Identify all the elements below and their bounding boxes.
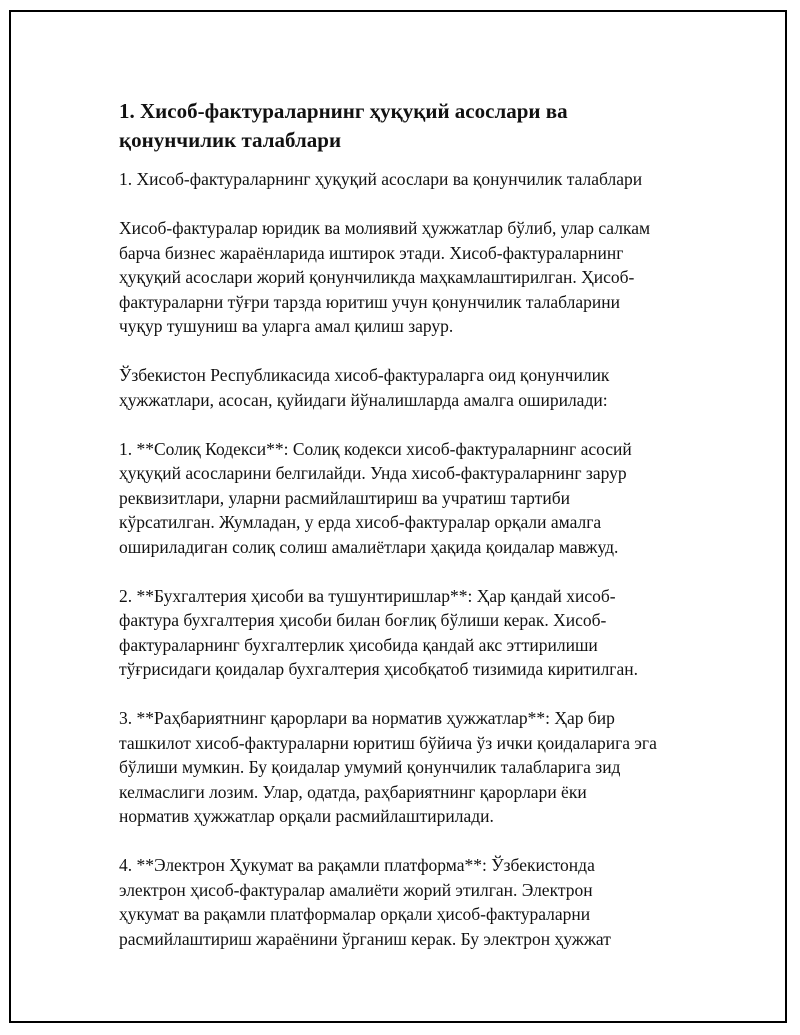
paragraph-line: фактураларни тўғри тарзда юритиш учун қонунчилик талабларини <box>119 291 620 312</box>
document-content <box>119 97 694 976</box>
list-item-management-decisions <box>119 706 694 829</box>
document-page <box>9 10 787 1023</box>
paragraph-line: электрон ҳисоб-фактуралар амалиёти жорий этилган. Электрон <box>119 879 593 900</box>
paragraph-line: ҳукумат ва рақамли платформалар орқали ҳисоб-фактураларни <box>119 904 591 924</box>
subtitle-paragraph <box>119 167 694 192</box>
paragraph-line: Хисоб-фактуралар юридик ва молиявий ҳужжатлар бўлиб, улар салкам <box>119 218 651 238</box>
paragraph-line: чуқур тушуниш ва уларга амал қилиш зарур. <box>119 316 454 336</box>
heading-line: қонунчилик талаблари <box>119 128 342 152</box>
paragraph-line: ҳужжатлари, асосан, қуйидаги йўналишларда амалга оширилади: <box>119 389 608 410</box>
list-item-e-government <box>119 853 694 951</box>
paragraph-line: 4. **Электрон Ҳукумат ва рақамли платформа**: Ўзбекистонда <box>119 855 595 875</box>
paragraph-line: фактураларнинг бухгалтерлик ҳисобида қандай акс эттирилиши <box>119 634 598 655</box>
paragraph-line: барча бизнес жараёнларида иштирок этади. Хисоб-фактураларнинг <box>119 242 624 263</box>
paragraph-line: норматив ҳужжатлар орқали расмийлаштирилади. <box>119 806 494 826</box>
paragraph-line: 2. **Бухгалтерия ҳисоби ва тушунтиришлар**: Ҳар қандай хисоб- <box>119 585 616 606</box>
section-heading <box>119 97 694 155</box>
list-item-accounting <box>119 584 694 682</box>
paragraph-line: Ўзбекистон Республикасида хисоб-фактураларга оид қонунчилик <box>119 365 610 385</box>
paragraph-line: кўрсатилган. Жумладан, у ерда хисоб-фактуралар орқали амалга <box>119 512 602 532</box>
legislation-intro-paragraph <box>119 363 694 412</box>
paragraph-line: келмаслиги лозим. Улар, одатда, раҳбариятнинг қарорлари ёки <box>119 781 587 802</box>
list-item-tax-code <box>119 437 694 560</box>
paragraph-line: реквизитлари, уларни расмийлаштириш ва учратиш тартиби <box>119 487 570 508</box>
paragraph-line: 1. **Солиқ Кодекси**: Солиқ кодекси хисоб-фактураларнинг асосий <box>119 438 632 459</box>
paragraph-line: ҳуқуқий асосларини белгилайди. Унда хисоб-фактураларнинг зарур <box>119 463 627 483</box>
paragraph-line: тўғрисидаги қоидалар бухгалтерия ҳисобқатоб тизимида киритилган. <box>119 659 638 679</box>
paragraph-line: ошириладиган солиқ солиш амалиётлари ҳақида қоидалар мавжуд. <box>119 536 619 557</box>
paragraph-line: ташкилот хисоб-фактураларни юритиш бўйича ўз ички қоидаларига эга <box>119 732 657 753</box>
heading-line: 1. Хисоб-фактураларнинг ҳуқуқий асослари ва <box>119 99 568 123</box>
paragraph-line: бўлиши мумкин. Бу қоидалар умумий қонунчилик талабларига зид <box>119 757 621 777</box>
paragraph-line: расмийлаштириш жараёнини ўрганиш керак. Бу электрон ҳужжат <box>119 928 611 949</box>
paragraph-line: 1. Хисоб-фактураларнинг ҳуқуқий асослари ва қонунчилик талаблари <box>119 169 643 189</box>
paragraph-line: ҳуқуқий асослари жорий қонунчиликда маҳкамлаштирилган. Ҳисоб- <box>119 267 635 287</box>
paragraph-line: фактура бухгалтерия ҳисоби билан боғлиқ бўлиши керак. Хисоб- <box>119 610 607 630</box>
intro-paragraph <box>119 216 694 339</box>
paragraph-line: 3. **Раҳбариятнинг қарорлари ва норматив ҳужжатлар**: Ҳар бир <box>119 708 615 728</box>
